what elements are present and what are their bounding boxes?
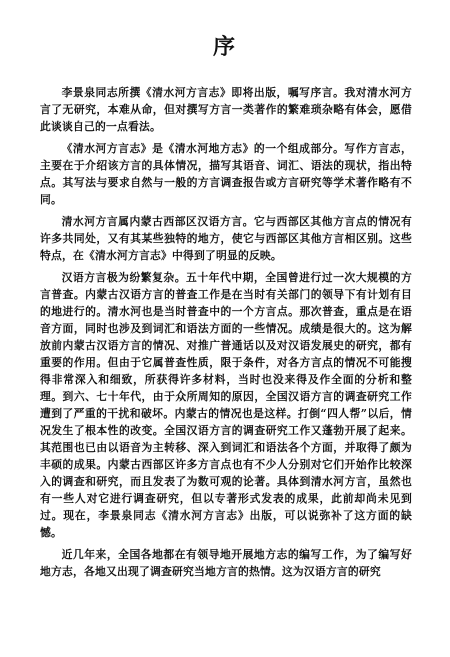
page-title: 序 <box>212 34 237 60</box>
paragraph-3: 清水河方言属内蒙古西部区汉语方言。它与西部区其他方言点的情况有许多共同处，又有其某些独特的地方，使它与西部区其他方言相区别。这些特点，在《清水河方言志》中得到了明显的反映。 <box>40 215 412 262</box>
paragraph-5: 近几年来，全国各地都在有领导地开展地方志的编写工作，为了编写好地方志，各地又出现了调查研究当地方言的热情。这为汉语方言的研究 <box>40 548 412 578</box>
paragraph-2: 《清水河方言志》是《清水河地方志》的一个组成部分。写作方言志，主要在于介绍该方言的具体情况，描写其语音、词汇、语法的现状，指出特点。其写法与要求自然与一般的方言调查报告或方言研究等学术著作略有不同。 <box>40 142 412 206</box>
paragraph-4: 汉语方言极为纷繁复杂。五十年代中期，全国曾进行过一次大规模的方言普查。内蒙古汉语方言的普查工作是在当时有关部门的领导下有计划有目的地进行的。清水河也是当时普查中的一个方言点。那次普查，重点是在语音方面，同时也涉及到词汇和语法方面的一些情况。成绩是很大的。这为解放前内蒙古汉语方言的情况、对推广普通话以及对汉语发展史的研究，都有重要的作用。但由于它属普查性质，限于条件，对各方言点的情况不可能搜得非常深入和细致，所获得许多材料，当时也没来得及作全面的分析和整理。到六、七十年代，由于众所周知的原因，全国汉语方言的调查研究工作遭到了严重的干扰和破坏。内蒙古的情况也是这样。打倒“四人帮”以后，情况发生了根本性的改变。全国汉语方言的调查研究工作又蓬勃开展了起来。其范围也已由以语音为主转移、深入到词汇和语法各个方面，并取得了颇为丰硕的成果。内蒙古西部区许多方言点也有不少人分别对它们开始作比较深入的调查和研究，而且发表了为数可观的论著。具体到清水河方言，虽然也有一些人对它进行调查研究，但以专著形式发表的成果，此前却尚未见到过。现在，李景泉同志《清水河方言志》出版，可以说弥补了这方面的缺憾。 <box>40 271 412 539</box>
document-body <box>40 84 412 585</box>
paragraph-1: 李景泉同志所撰《清水河方言志》即将出版，嘱写序言。我对清水河方言了无研究，本难从命，但对撰写方言一类著作的繁难琐杂略有体会，愿借此谈谈自己的一点看法。 <box>40 86 412 133</box>
